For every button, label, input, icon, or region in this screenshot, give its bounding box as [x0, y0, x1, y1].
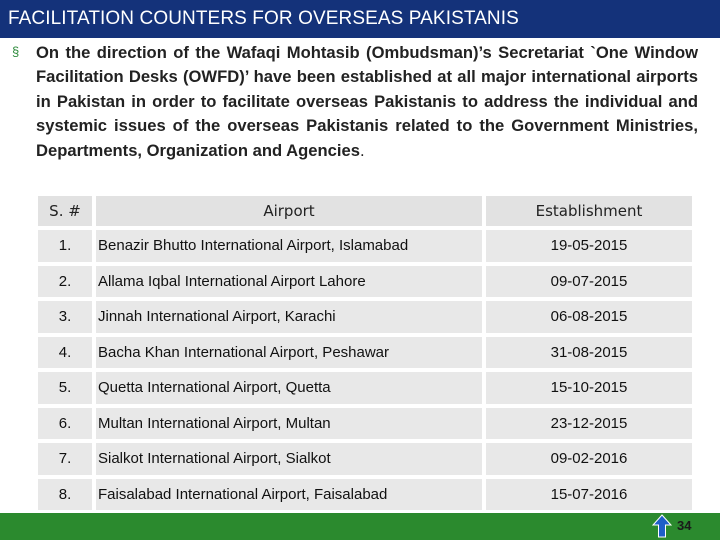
serial-number: 1.: [38, 230, 92, 262]
airport-name: Sialkot International Airport, Sialkot: [96, 443, 482, 475]
intro-text-end: .: [359, 140, 365, 160]
bullet-icon: §: [12, 44, 20, 59]
establishment-date: 15-10-2015: [486, 372, 692, 404]
title-bar: [0, 0, 720, 38]
intro-paragraph: [36, 41, 698, 163]
airport-name: Multan International Airport, Multan: [96, 408, 482, 440]
table-row: [38, 301, 692, 333]
table-row: [38, 230, 692, 262]
intro-text: On the direction of the Wafaqi Mohtasib (Ombudsman)’s Secretariat `One Window Facilitation Desks (OWFD)’ have been established at all major international airports in Pakistan in order to facilitate overseas Pakistanis to address the individual and systemic issues of the overseas Pakistanis related to the Government Ministries, Departments, Organization and Agencies: [36, 43, 698, 160]
table-header-row: [38, 196, 692, 226]
airport-name: Benazir Bhutto International Airport, Islamabad: [96, 230, 482, 262]
table-row: [38, 337, 692, 369]
serial-number: 8.: [38, 479, 92, 511]
up-arrow-icon[interactable]: [652, 514, 672, 538]
table-row: [38, 372, 692, 404]
establishment-date: 06-08-2015: [486, 301, 692, 333]
table-row: [38, 266, 692, 298]
airport-name: Jinnah International Airport, Karachi: [96, 301, 482, 333]
table-row: [38, 479, 692, 511]
header-serial-number: S. #: [38, 196, 92, 226]
serial-number: 4.: [38, 337, 92, 369]
footer-bar: [0, 513, 720, 540]
page-number: 34: [677, 518, 692, 533]
serial-number: 2.: [38, 266, 92, 298]
establishment-date: 31-08-2015: [486, 337, 692, 369]
airport-name: Quetta International Airport, Quetta: [96, 372, 482, 404]
serial-number: 3.: [38, 301, 92, 333]
establishment-date: 23-12-2015: [486, 408, 692, 440]
serial-number: 6.: [38, 408, 92, 440]
establishment-date: 09-02-2016: [486, 443, 692, 475]
airport-name: Bacha Khan International Airport, Peshawar: [96, 337, 482, 369]
airports-table: [34, 192, 696, 514]
airport-name: Allama Iqbal International Airport Lahore: [96, 266, 482, 298]
header-establishment: Establishment: [486, 196, 692, 226]
airport-name: Faisalabad International Airport, Faisalabad: [96, 479, 482, 511]
serial-number: 5.: [38, 372, 92, 404]
serial-number: 7.: [38, 443, 92, 475]
establishment-date: 09-07-2015: [486, 266, 692, 298]
establishment-date: 15-07-2016: [486, 479, 692, 511]
table-row: [38, 408, 692, 440]
table-row: [38, 443, 692, 475]
slide-title: FACILITATION COUNTERS FOR OVERSEAS PAKISTANIS: [8, 8, 519, 29]
establishment-date: 19-05-2015: [486, 230, 692, 262]
header-airport: Airport: [96, 196, 482, 226]
